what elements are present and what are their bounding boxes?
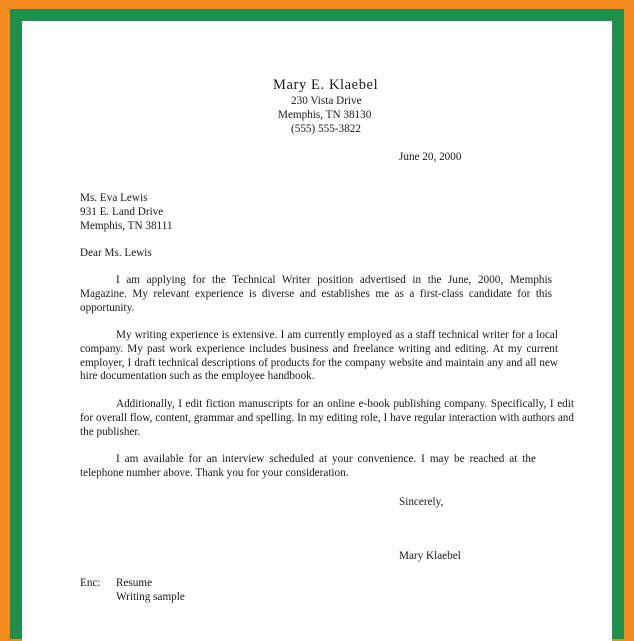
sender-name: Mary E. Klaebel — [273, 77, 379, 93]
paragraph-text: Additionally, I edit fiction manuscripts for an online e-book publishing company. Specifically, I edit for overall flow, content, grammar and spelling. In my editing role, I have regular interaction with authors and the publisher. — [80, 398, 574, 438]
paragraph-text: I am available for an interview scheduled at your convenience. I may be reached at the telephone number above. Thank you for your consideration. — [80, 453, 536, 479]
recipient-city-state-zip: Memphis, TN 38111 — [80, 220, 173, 232]
sender-street: 230 Vista Drive — [291, 95, 362, 107]
sender-phone: (555) 555-3822 — [291, 123, 361, 135]
letter-page — [22, 21, 612, 641]
body-paragraph-1 — [80, 274, 552, 315]
body-paragraph-4 — [80, 453, 536, 481]
enclosure-item-writing-sample: Writing sample — [116, 591, 185, 603]
closing: Sincerely, — [399, 496, 444, 508]
sender-city-state-zip: Memphis, TN 38130 — [278, 109, 372, 121]
recipient-street: 931 E. Land Drive — [80, 206, 164, 218]
recipient-name: Ms. Eva Lewis — [80, 192, 148, 204]
paragraph-text: I am applying for the Technical Writer position advertised in the June, 2000, Memphis Magazine. My relevant experience is diverse and establishes me as a first-class candidate for this opportunity. — [80, 274, 552, 314]
enclosure-label: Enc: — [80, 577, 101, 589]
signature-name: Mary Klaebel — [399, 550, 461, 562]
enclosure-item-resume: Resume — [116, 577, 153, 589]
body-paragraph-2 — [80, 329, 558, 384]
letter-date: June 20, 2000 — [399, 151, 462, 163]
body-paragraph-3 — [80, 398, 574, 439]
salutation: Dear Ms. Lewis — [80, 247, 152, 259]
paragraph-text: My writing experience is extensive. I am currently employed as a staff technical writer for a local company. My past work experience includes business and freelance writing and editing. At my current employer, I draft technical descriptions of products for the company website and maintain any and all new hire documentation such as the employee handbook. — [80, 329, 558, 383]
